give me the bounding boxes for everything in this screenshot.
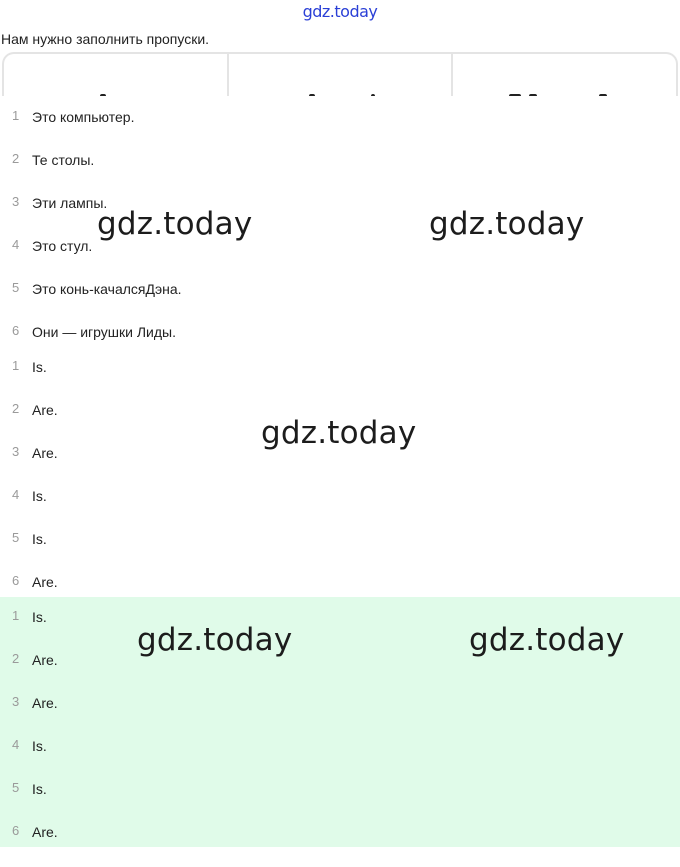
item-number: 6 — [12, 823, 20, 838]
item-text: Is. — [32, 609, 47, 625]
list-item — [0, 152, 680, 195]
list-item — [0, 738, 680, 781]
list-item — [0, 531, 680, 574]
item-text: Это конь-качалсяДэна. — [32, 281, 182, 297]
list-item — [0, 824, 680, 867]
item-text: Are. — [32, 824, 58, 840]
list-item — [0, 488, 680, 531]
item-text: Are. — [32, 402, 58, 418]
list-item — [0, 695, 680, 738]
item-text: Is. — [32, 738, 47, 754]
item-number: 5 — [12, 530, 20, 545]
item-text: Это компьютер. — [32, 109, 135, 125]
site-logo[interactable]: gdz.today — [302, 2, 378, 21]
item-number: 5 — [12, 280, 20, 295]
watermark: gdz.today — [429, 206, 585, 242]
watermark: gdz.today — [261, 415, 417, 451]
item-text: Are. — [32, 695, 58, 711]
item-text: Is. — [32, 488, 47, 504]
item-number: 2 — [12, 651, 20, 666]
watermark: gdz.today — [137, 622, 293, 658]
tab-2[interactable] — [229, 54, 454, 96]
tab-bar — [2, 52, 678, 96]
item-number: 5 — [12, 780, 20, 795]
item-text: Is. — [32, 531, 47, 547]
list-item — [0, 445, 680, 488]
item-number: 2 — [12, 401, 20, 416]
intro-text: Нам нужно заполнить пропуски. — [1, 31, 210, 47]
item-number: 3 — [12, 694, 20, 709]
item-text: Are. — [32, 652, 58, 668]
item-number: 4 — [12, 487, 20, 502]
tab-1[interactable] — [4, 54, 229, 96]
item-number: 1 — [12, 108, 20, 123]
item-text: Те столы. — [32, 152, 95, 168]
item-number: 3 — [12, 194, 20, 209]
item-number: 3 — [12, 444, 20, 459]
list-item — [0, 359, 680, 402]
tab-3[interactable] — [453, 54, 676, 96]
list-item — [0, 109, 680, 152]
list-item — [0, 238, 680, 281]
item-text: Are. — [32, 574, 58, 590]
watermark: gdz.today — [469, 622, 625, 658]
item-number: 2 — [12, 151, 20, 166]
list-item — [0, 781, 680, 824]
item-text: Is. — [32, 781, 47, 797]
item-number: 6 — [12, 573, 20, 588]
item-number: 4 — [12, 237, 20, 252]
item-text: Are. — [32, 445, 58, 461]
item-text: Это стул. — [32, 238, 93, 254]
item-number: 6 — [12, 323, 20, 338]
item-text: Is. — [32, 359, 47, 375]
list-item — [0, 652, 680, 695]
item-number: 4 — [12, 737, 20, 752]
list-item — [0, 281, 680, 324]
watermark: gdz.today — [97, 206, 253, 242]
item-number: 1 — [12, 358, 20, 373]
answer-list — [0, 346, 680, 597]
item-number: 1 — [12, 608, 20, 623]
item-text: Эти лампы. — [32, 195, 108, 211]
item-text: Они — игрушки Лиды. — [32, 324, 176, 340]
